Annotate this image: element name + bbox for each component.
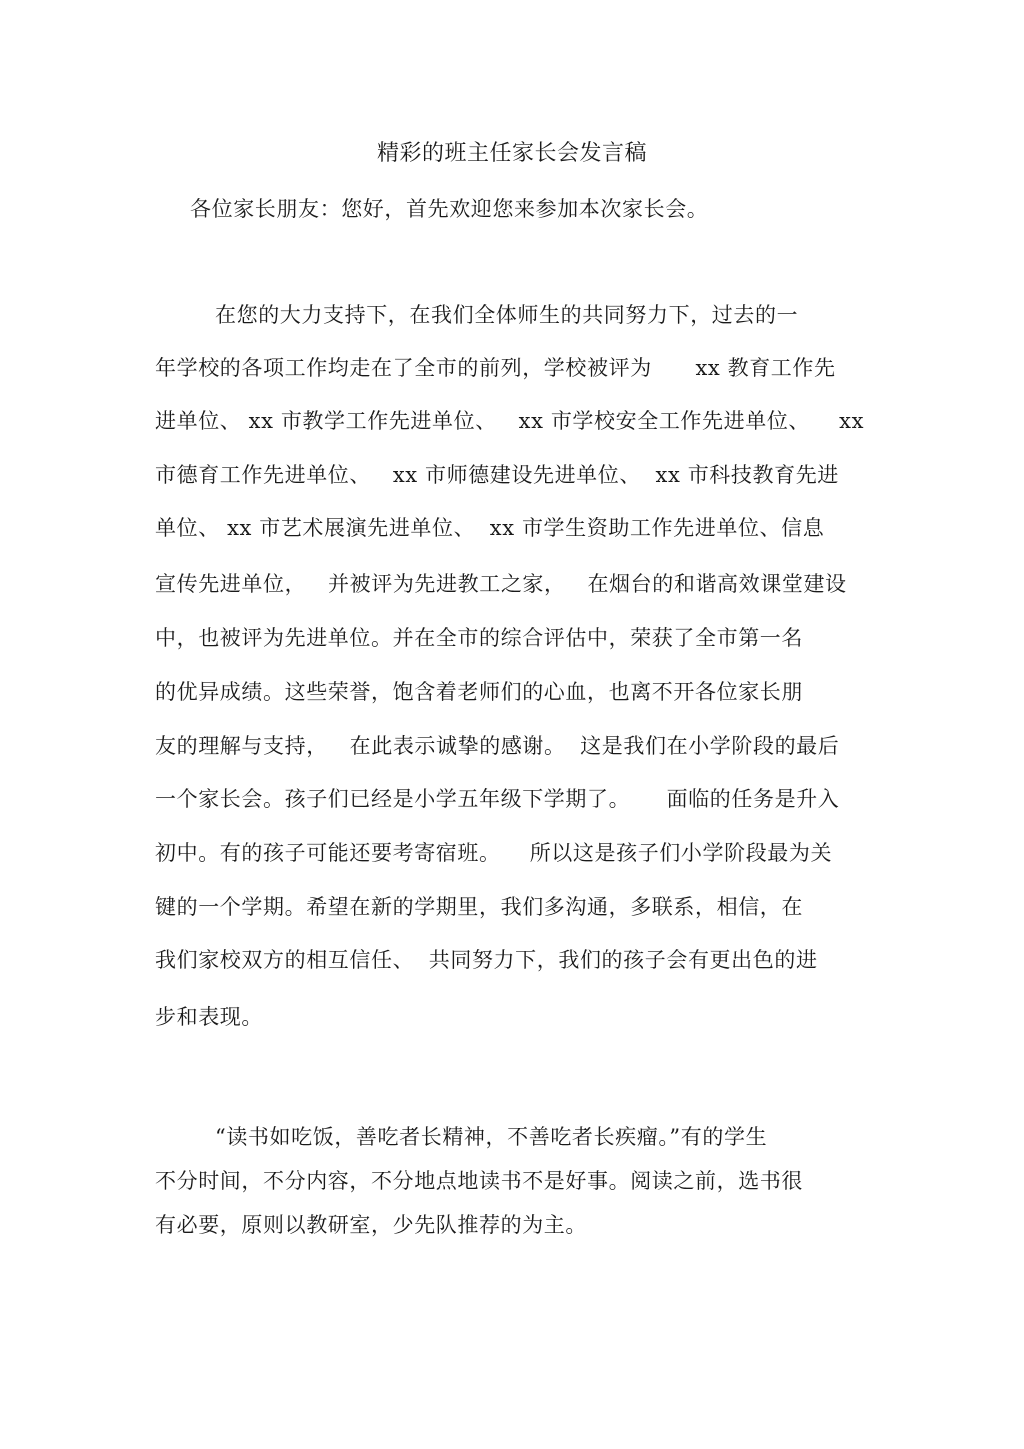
paragraph-1-line-5: 单位、 xx 市艺术展演先进单位、 xx 市学生资助工作先进单位、信息 xyxy=(155,516,825,540)
paragraph-1-line-6: 宣传先进单位， 并被评为先进教工之家， 在烟台的和谐高效课堂建设 xyxy=(155,572,847,596)
document-title: 精彩的班主任家长会发言稿 xyxy=(376,141,647,166)
paragraph-2-line-1: “读书如吃饭，善吃者长精神，不善吃者长疾瘤。”有的学生 xyxy=(215,1125,768,1149)
paragraph-1-line-1: 在您的大力支持下，在我们全体师生的共同努力下，过去的一 xyxy=(215,303,799,327)
paragraph-1-line-13: 我们家校双方的相互信任、 共同努力下，我们的孩子会有更出色的进 xyxy=(155,948,818,972)
paragraph-1-line-2: 年学校的各项工作均走在了全市的前列，学校被评为 xx 教育工作先 xyxy=(155,356,836,380)
paragraph-2-line-2: 不分时间，不分内容，不分地点地读书不是好事。阅读之前，选书很 xyxy=(155,1169,803,1193)
paragraph-1-line-9: 友的理解与支持， 在此表示诚挚的感谢。 这是我们在小学阶段的最后 xyxy=(155,734,840,758)
paragraph-2-line-3: 有必要，原则以教研室，少先队推荐的为主。 xyxy=(155,1213,587,1237)
paragraph-1-line-10: 一个家长会。孩子们已经是小学五年级下学期了。 面临的任务是升入 xyxy=(155,787,840,811)
paragraph-1-line-7: 中，也被评为先进单位。并在全市的综合评估中，荣获了全市第一名 xyxy=(155,626,803,650)
paragraph-1-line-3: 进单位、 xx 市教学工作先进单位、 xx 市学校安全工作先进单位、 xx xyxy=(155,409,865,433)
paragraph-1-line-14: 步和表现。 xyxy=(155,1005,263,1029)
paragraph-1-line-11: 初中。有的孩子可能还要考寄宿班。 所以这是孩子们小学阶段最为关 xyxy=(155,841,833,865)
paragraph-1-line-12: 键的一个学期。希望在新的学期里，我们多沟通，多联系，相信，在 xyxy=(155,895,803,919)
paragraph-1-line-8: 的优异成绩。这些荣誉，饱含着老师们的心血，也离不开各位家长朋 xyxy=(155,680,803,704)
greeting-line: 各位家长朋友：您好，首先欢迎您来参加本次家长会。 xyxy=(190,197,709,221)
paragraph-1-line-4: 市德育工作先进单位、 xx 市师德建设先进单位、 xx 市科技教育先进 xyxy=(155,463,839,487)
